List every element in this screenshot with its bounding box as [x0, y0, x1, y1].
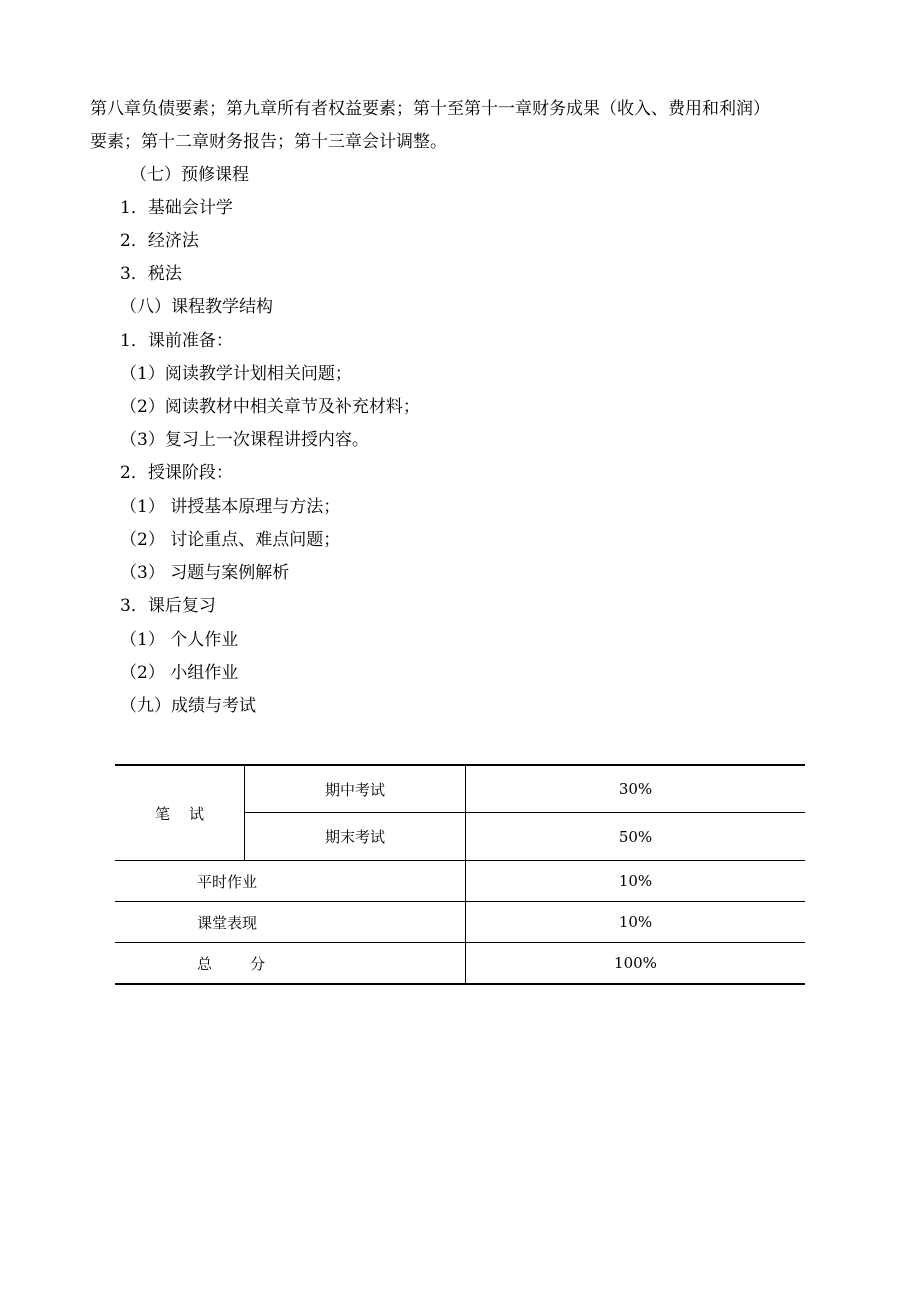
total-label: 总 分 [197, 954, 266, 973]
table-cell [245, 813, 466, 861]
homework-label: 平时作业 [197, 872, 258, 891]
list-item: （2） 讨论重点、难点问题； [120, 530, 341, 550]
table-cell [245, 765, 466, 813]
table-cell [115, 861, 466, 902]
list-item: （2） 小组作业 [120, 663, 239, 683]
list-item: 1．课前准备： [120, 331, 233, 351]
paragraph-line: 第八章负债要素；第九章所有者权益要素；第十至第十一章财务成果（收入、费用和利润） [90, 99, 770, 119]
list-item: （3）复习上一次课程讲授内容。 [120, 430, 369, 450]
grade-table [115, 764, 805, 985]
participation-label: 课堂表现 [197, 913, 258, 932]
list-item: （1） 讲授基本原理与方法； [120, 497, 341, 517]
total-value: 100% [614, 954, 657, 972]
table-cell [115, 943, 466, 985]
midterm-label: 期中考试 [324, 780, 385, 799]
section-heading-prerequisites: （七）预修课程 [130, 165, 249, 185]
homework-value: 10% [618, 872, 653, 890]
table-row [115, 943, 805, 985]
paragraph-line: 要素；第十二章财务报告；第十三章会计调整。 [90, 132, 447, 152]
table-row [115, 861, 805, 902]
list-item: 1．基础会计学 [120, 198, 233, 218]
list-item: （3） 习题与案例解析 [120, 563, 290, 583]
participation-value: 10% [618, 913, 653, 931]
table-row [115, 902, 805, 943]
section-heading-grading: （九）成绩与考试 [120, 696, 256, 716]
section-heading-structure: （八）课程教学结构 [120, 297, 273, 317]
table-cell [466, 902, 806, 943]
final-value: 50% [618, 827, 653, 846]
table-cell [466, 813, 806, 861]
list-item: 3．税法 [120, 264, 182, 284]
midterm-value: 30% [618, 780, 653, 798]
table-cell [115, 765, 245, 861]
table-row [115, 765, 805, 813]
list-item: （2）阅读教材中相关章节及补充材料； [120, 397, 420, 417]
list-item: （1）阅读教学计划相关问题； [120, 364, 352, 384]
final-label: 期末考试 [324, 828, 385, 846]
list-item: 3．课后复习 [120, 596, 216, 616]
table-cell [466, 765, 806, 813]
table-cell [466, 943, 806, 985]
table-cell [466, 861, 806, 902]
written-exam-label: 笔 试 [154, 804, 205, 823]
table-cell [115, 902, 466, 943]
list-item: （1） 个人作业 [120, 630, 239, 650]
list-item: 2．授课阶段： [120, 463, 233, 483]
list-item: 2．经济法 [120, 231, 199, 251]
